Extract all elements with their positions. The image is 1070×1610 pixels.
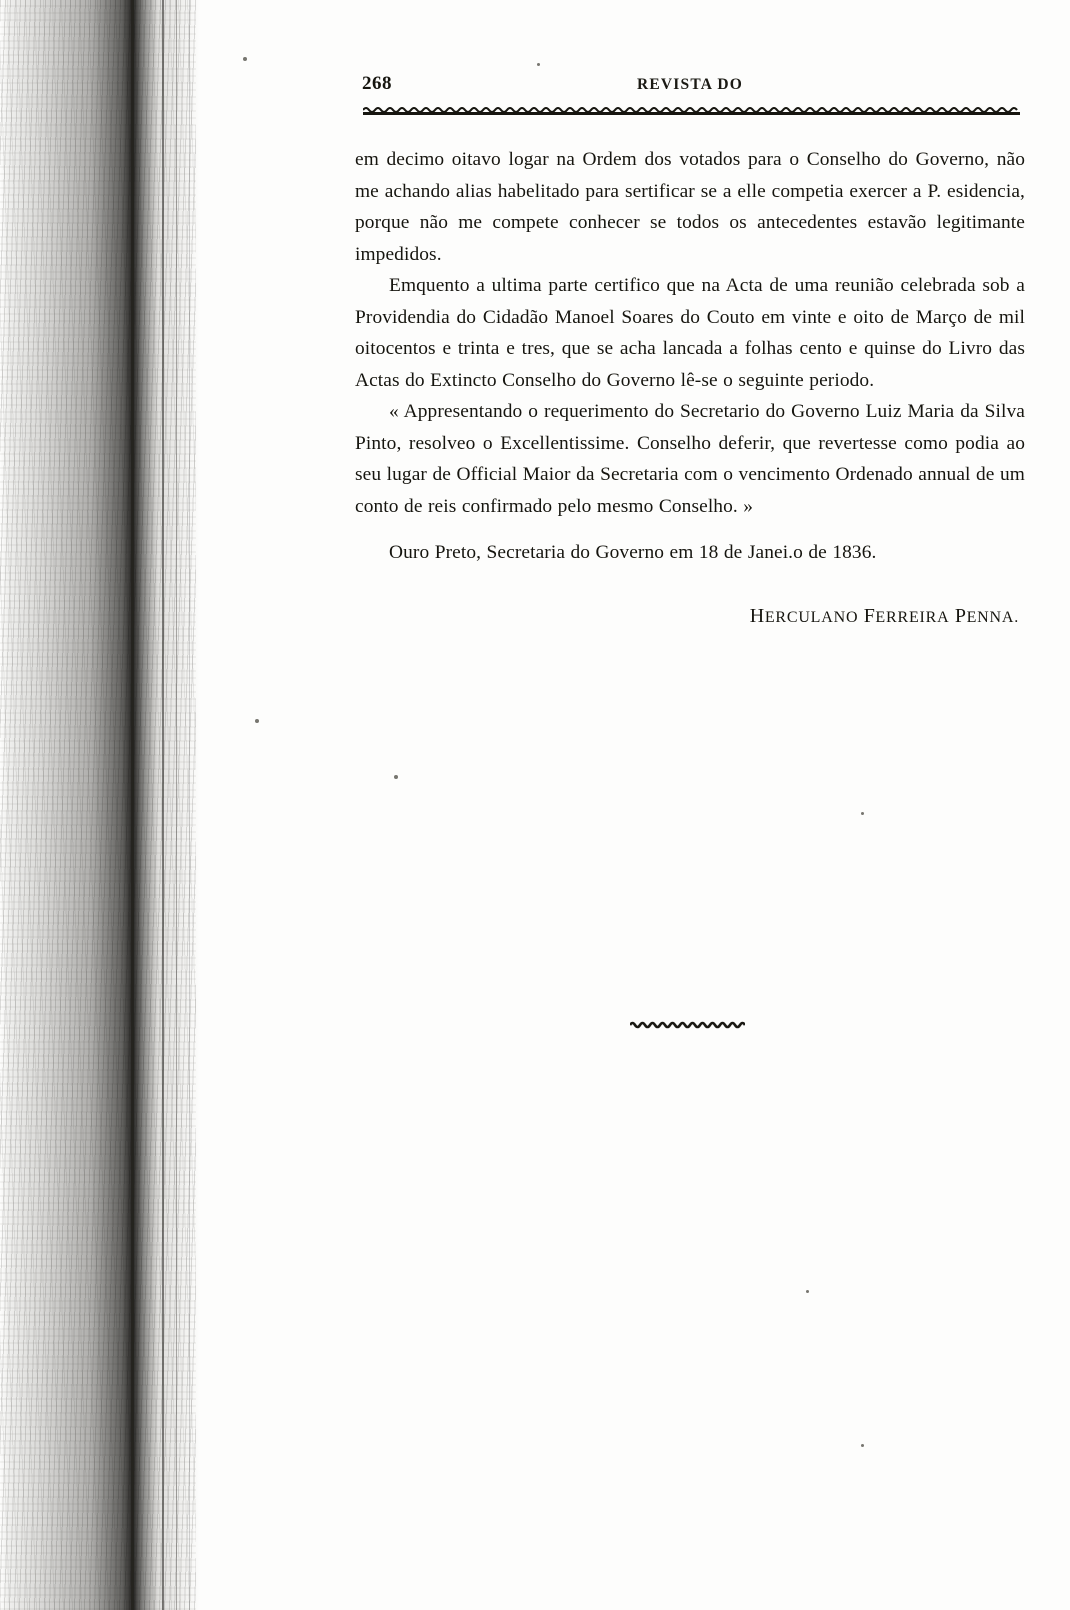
gutter-edge-line-3 [176, 0, 177, 1610]
wavy-tail-ornament-icon [630, 1020, 745, 1030]
scan-speck [861, 1444, 864, 1447]
book-gutter-texture [0, 0, 196, 1610]
gutter-edge-line-2 [162, 0, 164, 1610]
date-line: Ouro Preto, Secretaria do Governo em 18 de Janei.o de 1836. [389, 542, 877, 563]
running-head [355, 60, 1025, 100]
paragraph-3: « Appresentando o requerimento do Secretario do Governo Luiz Maria da Silva Pinto, resolveo o Excellentissime. Conselho deferir, que revertesse como podia ao seu lugar de Official Maior da Secretaria com o vencimento Ordenado annual de um conto de reis confirmado pelo mesmo Conselho. » [355, 401, 1025, 517]
scan-speck [394, 775, 398, 779]
signature-name-1: ERCULANO [764, 608, 859, 626]
signature-line [355, 605, 1025, 628]
gutter-edge-line-1 [131, 0, 134, 1610]
scan-speck [861, 812, 864, 815]
signature-initial-2: F [863, 604, 876, 627]
paragraph-1: em decimo oitavo logar na Ordem dos votados para o Conselho do Governo, não me achando alias habelitado para sertificar se a elle competia exercer a P. esidencia, porque não me compete conhecer se todos os antecedentes estavão legitimante impedidos. [355, 149, 1025, 265]
scan-speck [243, 57, 247, 61]
paragraph-2: Emquento a ultima parte certifico que na Acta de uma reunião celebrada sob a Providendia do Cidadão Manoel Soares do Couto em vinte e oito de Março de mil oitocentos e trinta e tres, que se acha lancada a folhas cento e quinse do Livro das Actas do Extincto Conselho do Governo lê-se o seguinte periodo. [355, 275, 1025, 391]
body-text [355, 144, 1025, 569]
header-rule [355, 106, 1025, 118]
scan-speck [806, 1290, 809, 1293]
signature-name-3: ENNA. [966, 608, 1019, 626]
signature-name-2: ERREIRA [875, 608, 950, 626]
signature-initial-3: P [954, 604, 967, 627]
running-head-title: REVISTA DO [636, 76, 744, 93]
header-solid-rule [363, 112, 1020, 115]
page-number: 268 [362, 73, 392, 94]
signature-initial-1: H [749, 604, 765, 627]
gutter-edge-line-4 [189, 0, 190, 1610]
text-block [355, 60, 1025, 628]
scan-speck [255, 719, 259, 723]
